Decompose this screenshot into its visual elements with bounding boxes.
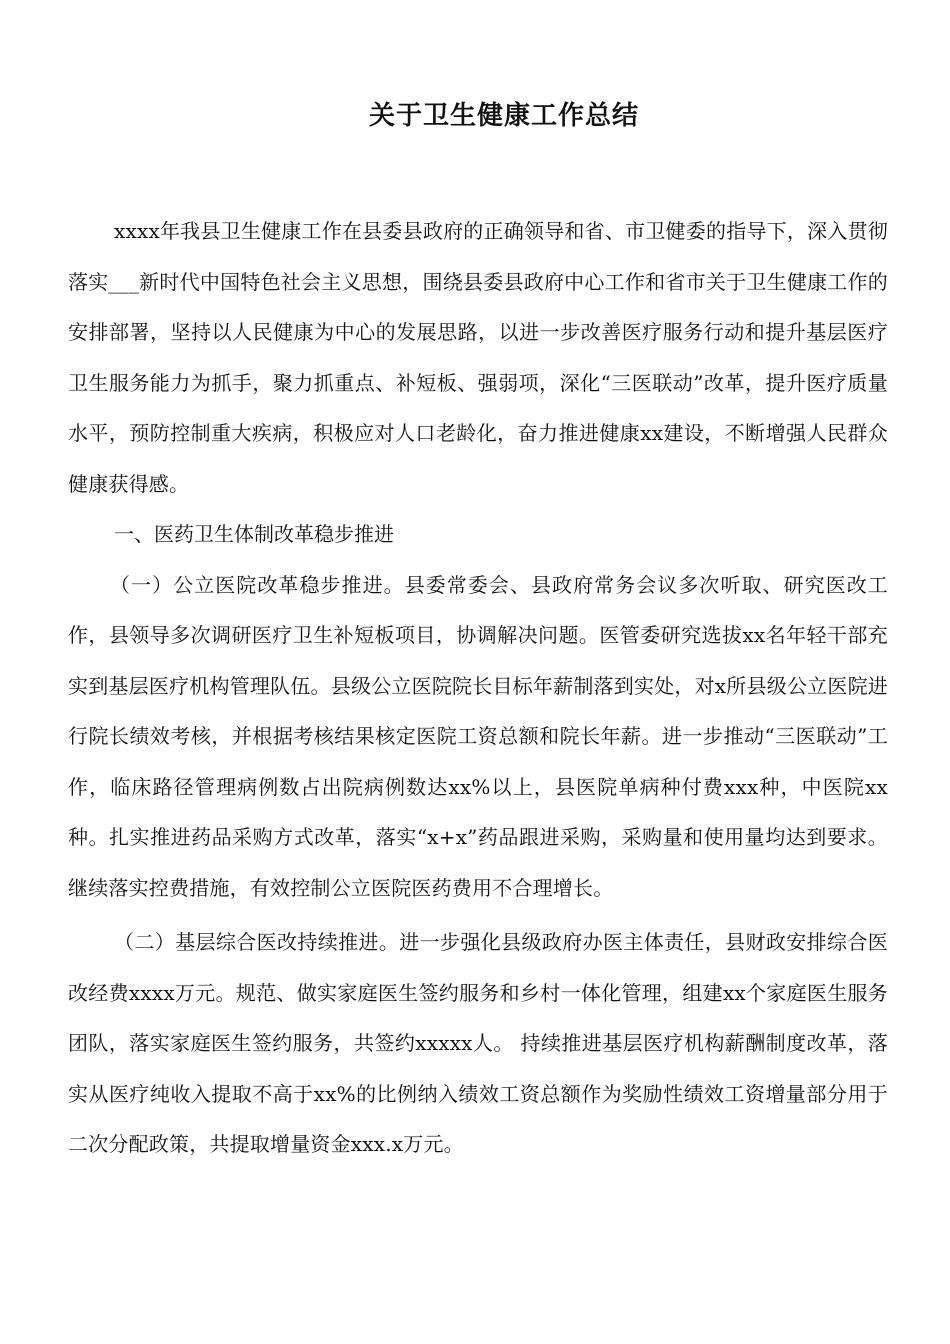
- subsection-paragraph-1: （一）公立医院改革稳步推进。县委常委会、县政府常务会议多次听取、研究医改工作，县领导多次调研医疗卫生补短板项目，协调解决问题。医管委研究选拔xx名年轻干部充实到基层医疗机构管理队伍。县级公立医院院长目标年薪制落到实处，对x所县级公立医院进行院长绩效考核，并根据考核结果核定医院工资总额和院长年薪。进一步推动“三医联动”工作，临床路径管理病例数占出院病例数达xx%以上，县医院单病种付费xxx种，中医院xx种。扎实推进药品采购方式改革，落实“x+x”药品跟进采购，采购量和使用量均达到要求。继续落实控费措施，有效控制公立医院医药费用不合理增长。: [68, 572, 888, 900]
- document-title: 关于卫生健康工作总结: [368, 101, 639, 131]
- subsection-paragraph-2: （二）基层综合医改持续推进。进一步强化县级政府办医主体责任，县财政安排综合医改经费xxxx万元。规范、做实家庭医生签约服务和乡村一体化管理，组建xx个家庭医生服务团队，落实家庭医生签约服务，共签约xxxxx人。 持续推进基层医疗机构薪酬制度改革，落实从医疗纯收入提取不高于xx%的比例纳入绩效工资总额作为奖励性绩效工资增量部分用于二次分配政策，共提取增量资金xxx.x万元。: [68, 930, 888, 1156]
- document-body: [68, 206, 888, 1170]
- intro-paragraph: xxxx年我县卫生健康工作在县委县政府的正确领导和省、市卫健委的指导下，深入贯彻落实___新时代中国特色社会主义思想，围绕县委县政府中心工作和省市关于卫生健康工作的安排部署，坚持以人民健康为中心的发展思路，以进一步改善医疗服务行动和提升基层医疗卫生服务能力为抓手，聚力抓重点、补短板、强弱项，深化“三医联动”改革，提升医疗质量水平，预防控制重大疾病，积极应对人口老龄化，奋力推进健康xx建设，不断增强人民群众健康获得感。: [68, 219, 888, 496]
- section-heading: 一、医药卫生体制改革稳步推进: [114, 522, 394, 546]
